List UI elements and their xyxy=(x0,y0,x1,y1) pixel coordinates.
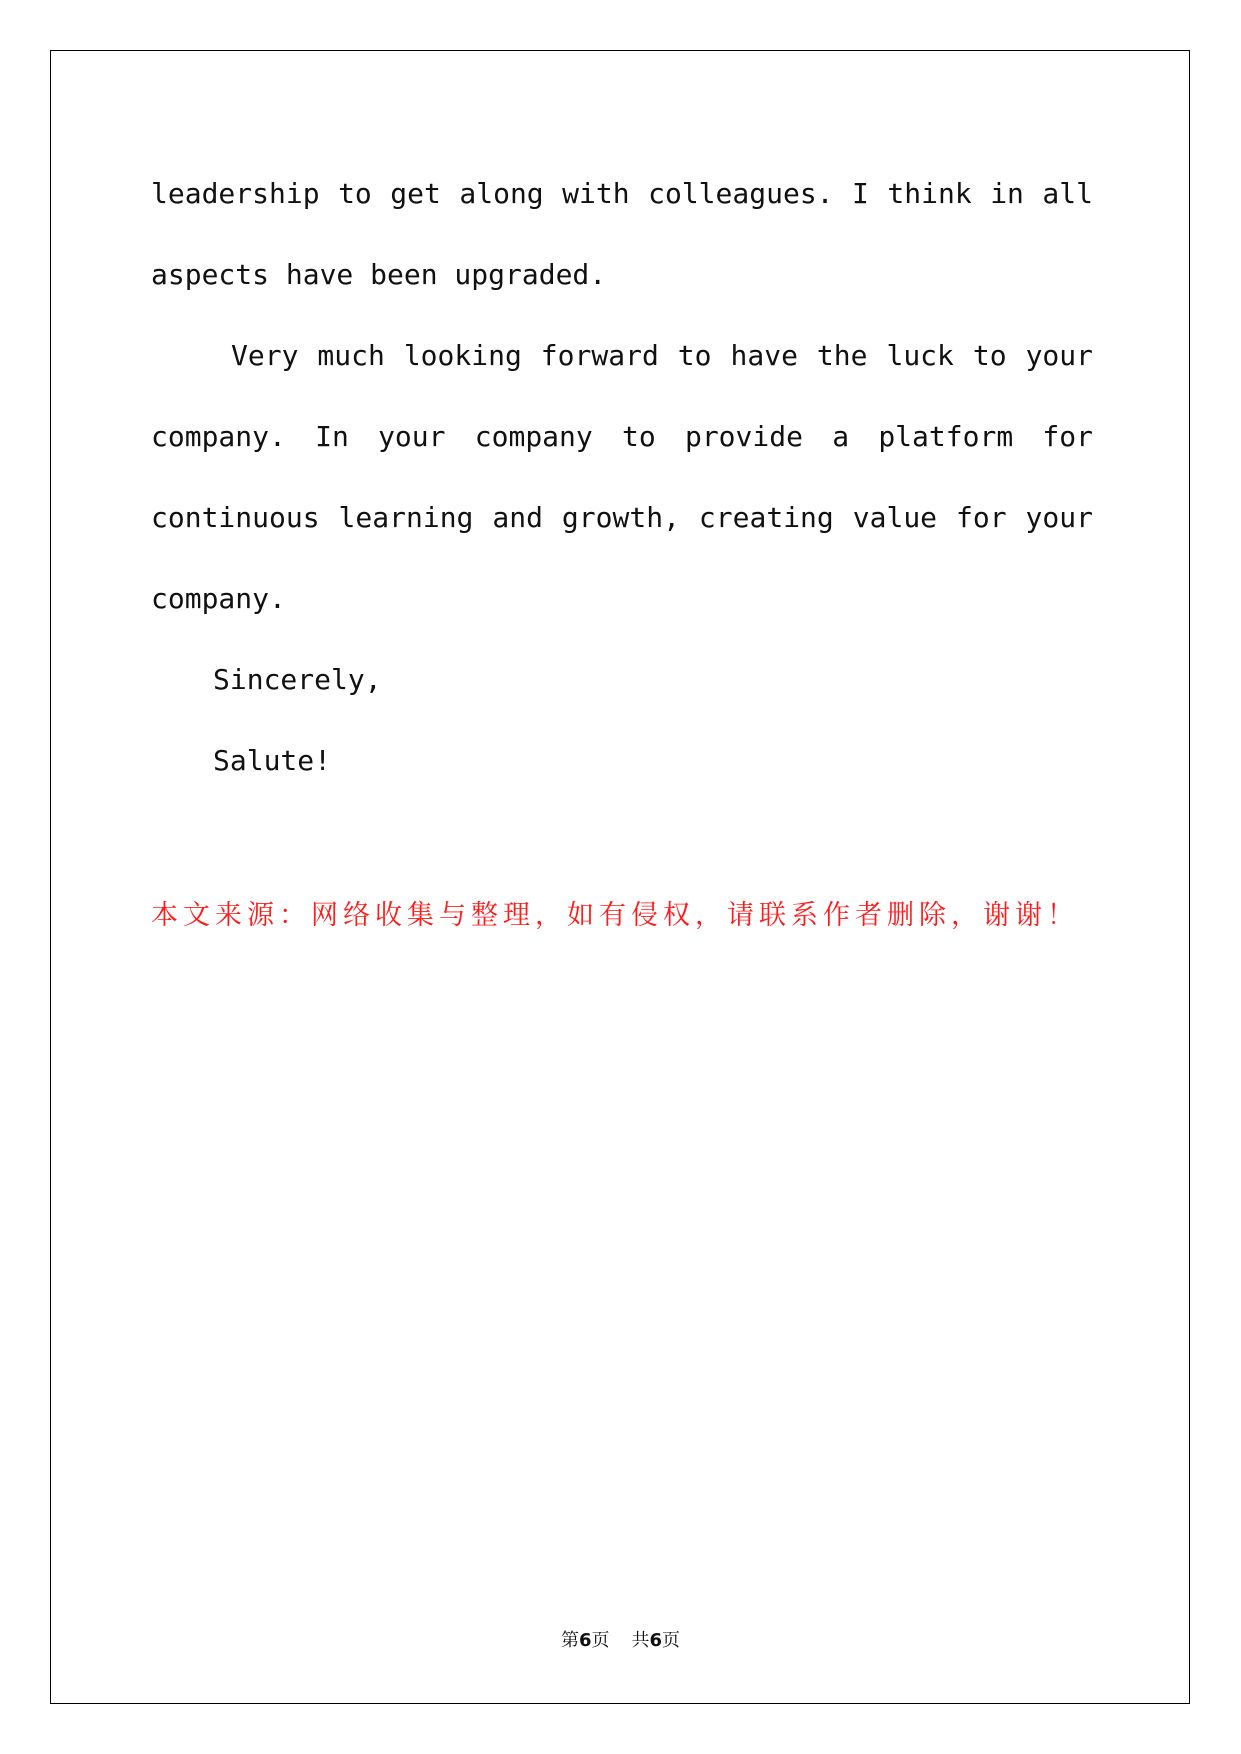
total-prefix: 共 xyxy=(631,1630,650,1651)
body-line-4: company. In your company to provide a platform for xyxy=(151,420,1093,453)
body-line-5: continuous learning and growth, creating value for your xyxy=(151,501,1093,534)
source-notice: 本文来源：网络收集与整理，如有侵权，请联系作者删除，谢谢！ xyxy=(151,900,1079,931)
salutation-line: Salute! xyxy=(213,744,332,777)
body-line-2: aspects have been upgraded. xyxy=(151,258,607,291)
closing-line: Sincerely, xyxy=(213,663,382,696)
letter-body xyxy=(151,166,1093,814)
body-line-3: Very much looking forward to have the luck to your xyxy=(231,339,1093,372)
body-line-6: company. xyxy=(151,582,286,615)
body-line-1: leadership to get along with colleagues. I think in all xyxy=(151,177,1093,210)
page-prefix: 第 xyxy=(560,1630,579,1651)
page-unit: 页 xyxy=(591,1630,610,1651)
total-unit: 页 xyxy=(662,1630,681,1651)
page-footer xyxy=(0,1626,1241,1652)
page-current: 6 xyxy=(578,1630,592,1651)
page-total: 6 xyxy=(649,1630,663,1651)
